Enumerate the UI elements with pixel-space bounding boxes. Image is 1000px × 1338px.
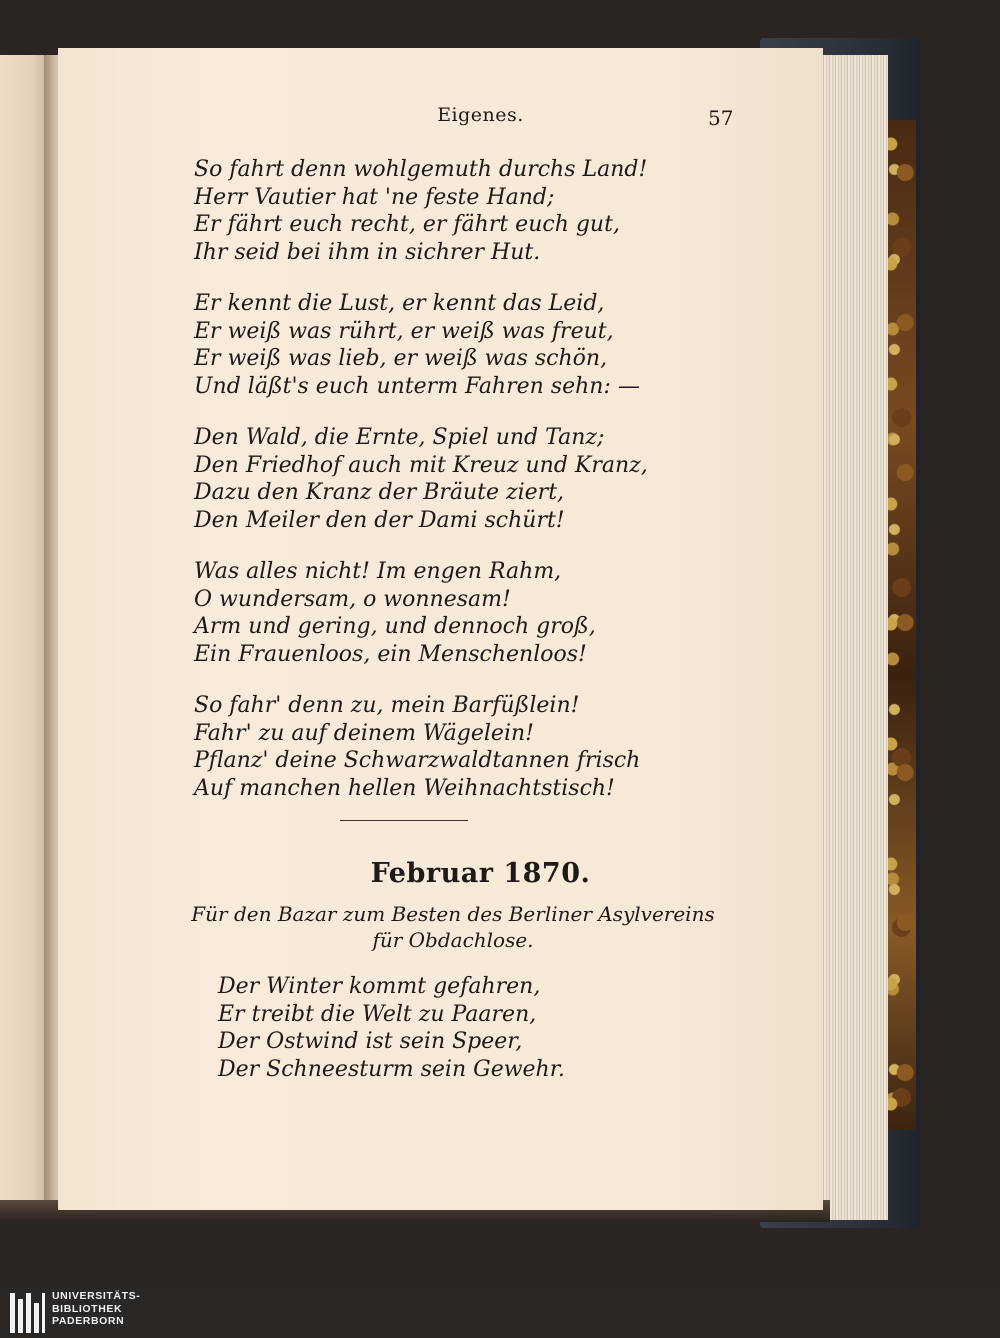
stanza [194,692,674,802]
verse-line: Pflanz' deine Schwarzwaldtannen frisch [194,748,641,773]
verse-line: Und läßt's euch unterm Fahren sehn: — [194,373,640,399]
poem-subtitle [153,901,753,953]
poem-first [194,156,674,826]
verse-line: Den Meiler den der Dami schürt! [194,507,565,533]
stanza [194,424,674,534]
poem-second [218,973,618,1083]
verse-line: Ein Frauenloos, ein Menschenloos! [194,641,587,667]
running-head: Eigenes. [437,104,524,126]
verse-line: Ihr seid bei ihm in sichrer Hut. [194,239,541,265]
verse-line: So fahr' denn zu, mein Barfüßlein! [194,693,580,718]
verse-line: Fahr' zu auf deinem Wägelein! [194,720,534,746]
stanza [194,558,674,668]
verse-line: Auf manchen hellen Weihnachtstisch! [194,775,615,801]
left-page [0,55,46,1205]
stanza [194,156,674,266]
verse-line: Der Winter kommt gefahren, [218,974,541,999]
subtitle-line: für Obdachlose. [372,928,534,952]
verse-line: Er kennt die Lust, er kennt das Leid, [194,291,605,316]
verse-line: Arm und gering, und dennoch groß, [194,614,596,639]
library-name-line: UNIVERSITÄTS- [52,1290,141,1302]
verse-line: Herr Vautier hat 'ne feste Hand; [194,184,555,210]
poem-title: Februar 1870. [370,858,591,889]
verse-line: Der Ostwind ist sein Speer, [218,1029,523,1054]
verse-line: Er fährt euch recht, er fährt euch gut, [194,212,620,237]
subtitle-line: Für den Bazar zum Besten des Berliner Asylvereins [191,902,715,926]
verse-line: Den Wald, die Ernte, Spiel und Tanz; [194,425,605,450]
section-divider [340,820,468,821]
verse-line: Der Schneesturm sein Gewehr. [218,1056,565,1082]
library-name-line: PADERBORN [52,1315,125,1327]
verse-line: So fahrt denn wohlgemuth durchs Land! [194,157,648,182]
verse-line: Den Friedhof auch mit Kreuz und Kranz, [194,452,648,478]
verse-line: Er weiß was rührt, er weiß was freut, [194,318,614,344]
library-name [52,1290,140,1328]
verse-line: Was alles nicht! Im engen Rahm, [194,559,562,584]
page-number: 57 [708,106,734,130]
page-edges [818,55,888,1220]
right-page [58,48,823,1210]
verse-line: Er weiß was lieb, er weiß was schön, [194,346,608,371]
verse-line: Dazu den Kranz der Bräute ziert, [194,480,565,505]
stanza [194,290,674,400]
verse-line: O wundersam, o wonnesam! [194,586,511,612]
library-name-line: BIBLIOTHEK [52,1302,123,1315]
verse-line: Er treibt die Welt zu Paaren, [218,1001,537,1027]
footer-bar [0,1288,1000,1338]
library-logo-icon [10,1293,46,1333]
